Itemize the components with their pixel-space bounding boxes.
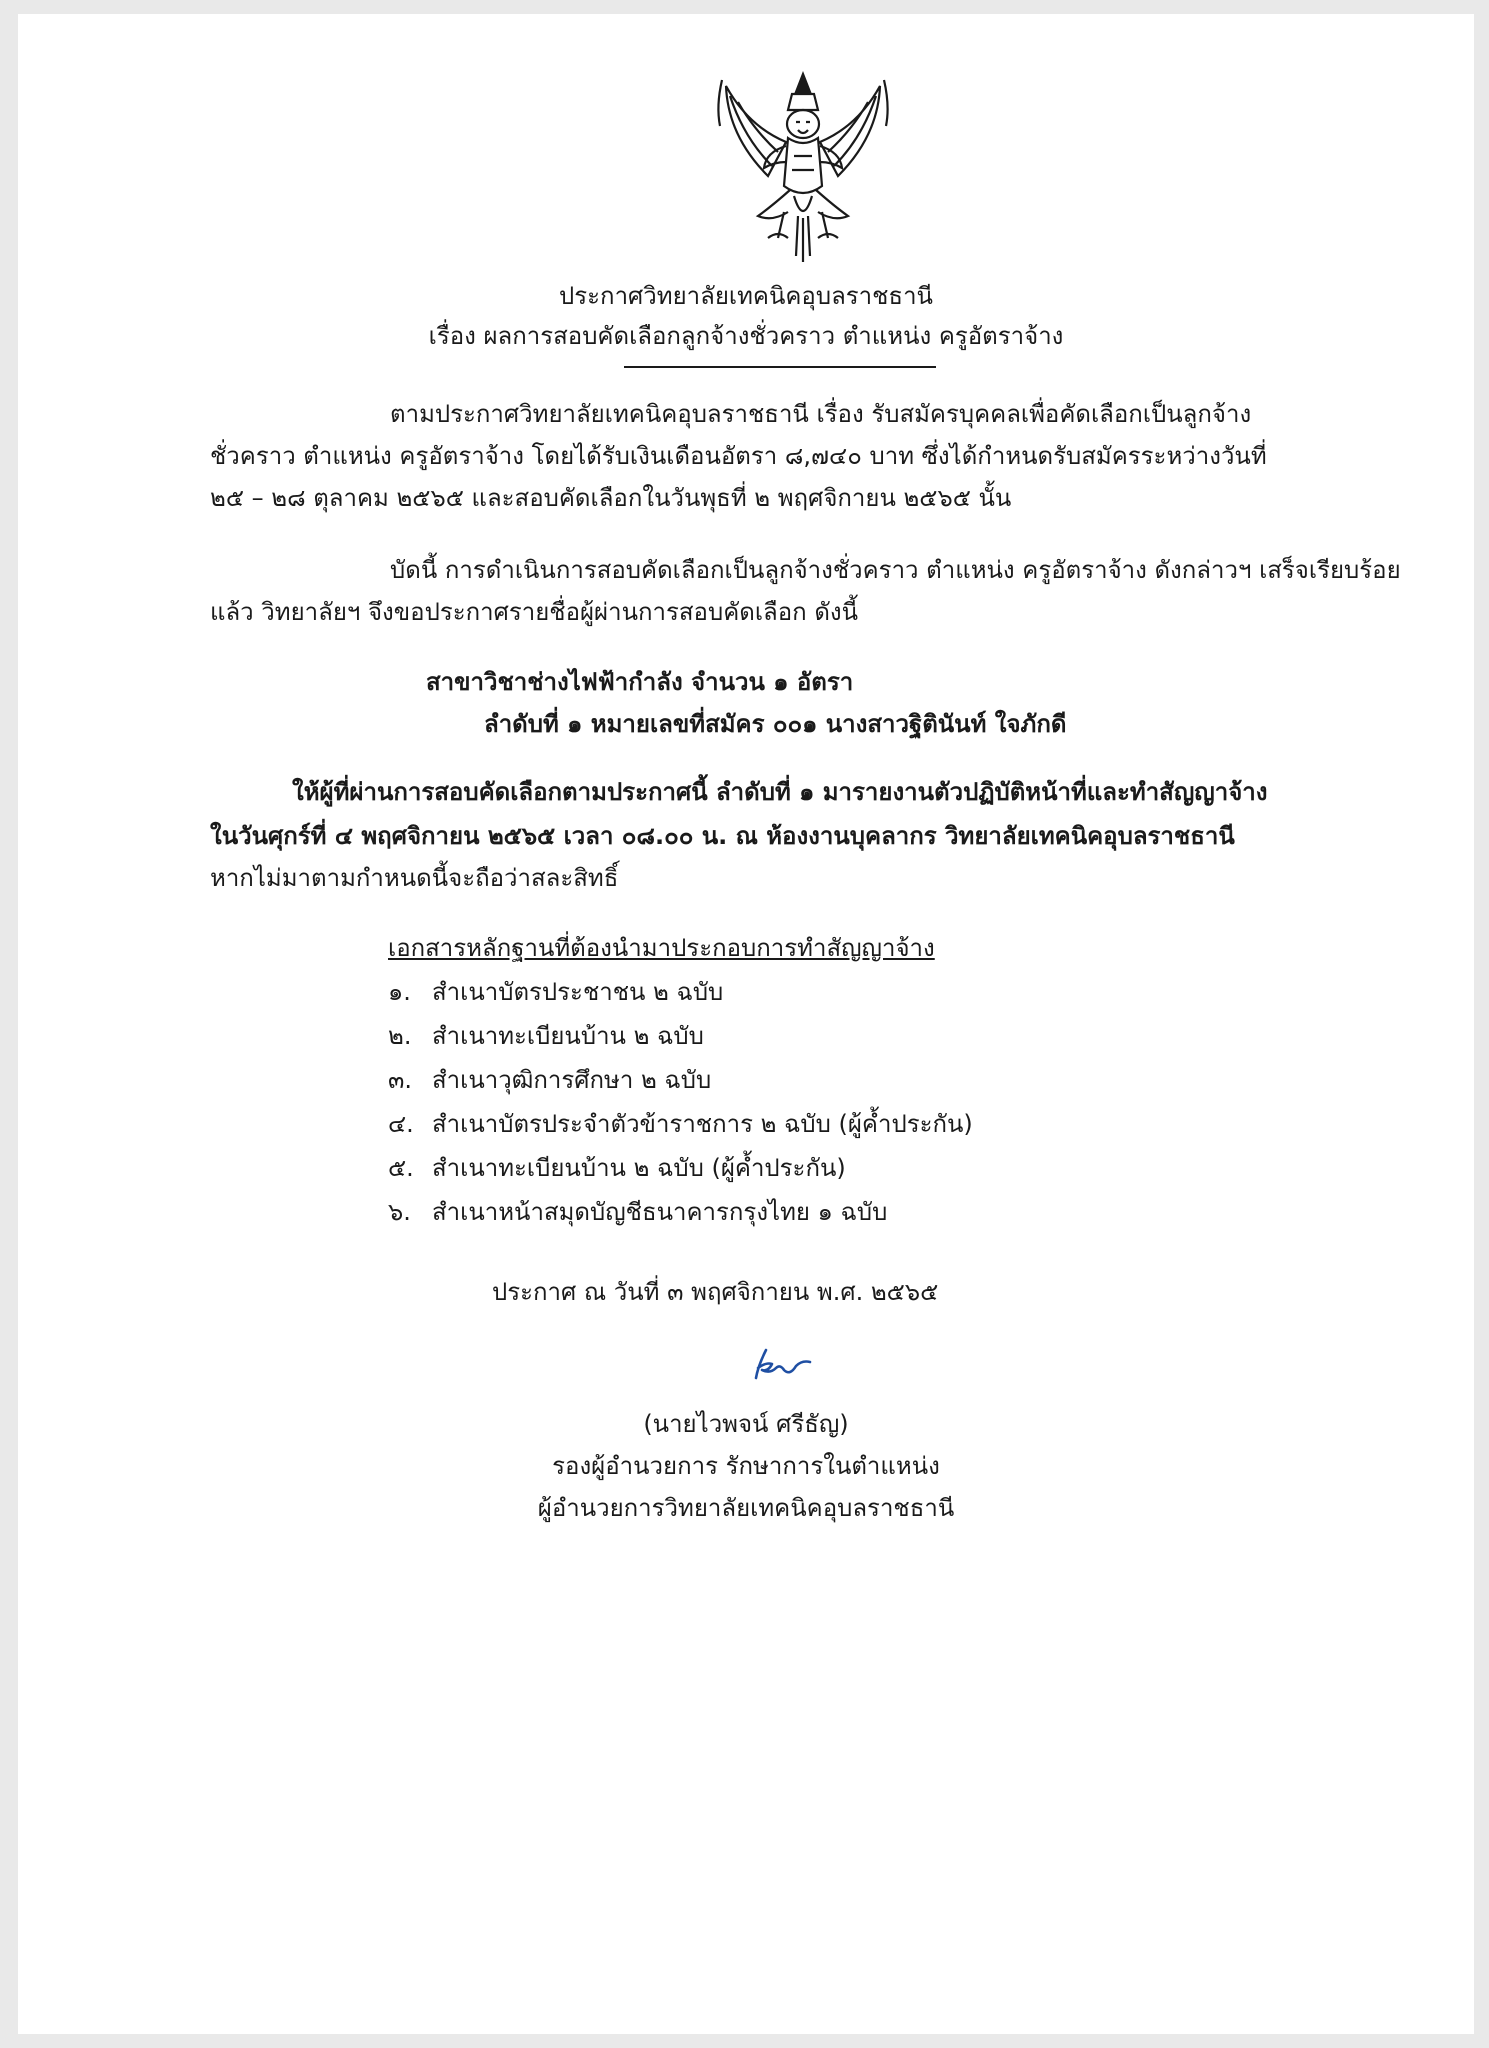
intro-line-3: ๒๕ – ๒๘ ตุลาคม ๒๕๖๕ และสอบคัดเลือกในวันพุธที่ ๒ พฤศจิกายน ๒๕๖๕ นั้น — [210, 484, 1012, 512]
signatory-position-2: ผู้อำนวยการวิทยาลัยเทคนิคอุบลราชธานี — [537, 1494, 955, 1522]
announcement-title: ประกาศวิทยาลัยเทคนิคอุบลราชธานี — [559, 282, 933, 310]
list-item — [388, 1020, 704, 1052]
header-divider — [624, 366, 936, 368]
list-item-number: ๓. — [388, 1066, 413, 1094]
report-line-1: ให้ผู้ที่ผ่านการสอบคัดเลือกตามประกาศนี้ ลำดับที่ ๑ มารายงานตัวปฏิบัติหน้าที่และทำสัญญาจ้าง — [292, 778, 1268, 806]
list-item-text: สำเนาทะเบียนบ้าน ๒ ฉบับ — [432, 1022, 704, 1050]
documents-heading: เอกสารหลักฐานที่ต้องนำมาประกอบการทำสัญญาจ้าง — [388, 934, 935, 962]
list-item-text: สำเนาบัตรประจำตัวข้าราชการ ๒ ฉบับ (ผู้ค้ำประกัน) — [432, 1110, 973, 1138]
list-item-text: สำเนาหน้าสมุดบัญชีธนาคารกรุงไทย ๑ ฉบับ — [432, 1198, 888, 1226]
list-item-number: ๒. — [388, 1022, 412, 1050]
result-intro-line-1: บัดนี้ การดำเนินการสอบคัดเลือกเป็นลูกจ้างชั่วคราว ตำแหน่ง ครูอัตราจ้าง ดังกล่าวฯ เสร็จเรียบร้อย — [390, 556, 1401, 584]
list-item-text: สำเนาทะเบียนบ้าน ๒ ฉบับ (ผู้ค้ำประกัน) — [432, 1154, 846, 1182]
result-department: สาขาวิชาช่างไฟฟ้ากำลัง จำนวน ๑ อัตรา — [426, 668, 854, 696]
list-item-text: สำเนาวุฒิการศึกษา ๒ ฉบับ — [432, 1066, 712, 1094]
garuda-emblem-icon — [708, 66, 898, 266]
signatory-name: (นายไวพจน์ ศรีธัญ) — [643, 1410, 849, 1438]
intro-line-1: ตามประกาศวิทยาลัยเทคนิคอุบลราชธานี เรื่อง รับสมัครบุคคลเพื่อคัดเลือกเป็นลูกจ้าง — [390, 400, 1252, 428]
list-item-number: ๑. — [388, 978, 411, 1006]
list-item — [388, 1152, 846, 1184]
report-line-2: ในวันศุกร์ที่ ๔ พฤศจิกายน ๒๕๖๕ เวลา ๐๘.๐๐ น. ณ ห้องงานบุคลากร วิทยาลัยเทคนิคอุบลราชธานี — [210, 822, 1235, 850]
result-intro-line-2: แล้ว วิทยาลัยฯ จึงขอประกาศรายชื่อผู้ผ่านการสอบคัดเลือก ดังนี้ — [210, 598, 859, 626]
list-item — [388, 1064, 711, 1096]
list-item — [388, 1108, 973, 1140]
signatory-position-1: รองผู้อำนวยการ รักษาการในตำแหน่ง — [552, 1452, 940, 1480]
list-item-text: สำเนาบัตรประชาชน ๒ ฉบับ — [432, 978, 724, 1006]
list-item-number: ๔. — [388, 1110, 414, 1138]
report-line-3: หากไม่มาตามกำหนดนี้จะถือว่าสละสิทธิ์ — [210, 864, 619, 892]
intro-line-2: ชั่วคราว ตำแหน่ง ครูอัตราจ้าง โดยได้รับเงินเดือนอัตรา ๘,๗๔๐ บาท ซึ่งได้กำหนดรับสมัครระหว่างวันที่ — [210, 442, 1267, 470]
list-item-number: ๕. — [388, 1154, 414, 1182]
list-item — [388, 1196, 887, 1228]
result-candidate: ลำดับที่ ๑ หมายเลขที่สมัคร ๐๐๑ นางสาวฐิตินันท์ ใจภักดี — [484, 710, 1067, 738]
announcement-subject: เรื่อง ผลการสอบคัดเลือกลูกจ้างชั่วคราว ตำแหน่ง ครูอัตราจ้าง — [428, 322, 1064, 350]
list-item-number: ๖. — [388, 1198, 411, 1226]
document-page — [18, 14, 1474, 2034]
list-item — [388, 976, 723, 1008]
signature-image — [752, 1344, 812, 1384]
announcement-date: ประกาศ ณ วันที่ ๓ พฤศจิกายน พ.ศ. ๒๕๖๕ — [492, 1278, 939, 1306]
